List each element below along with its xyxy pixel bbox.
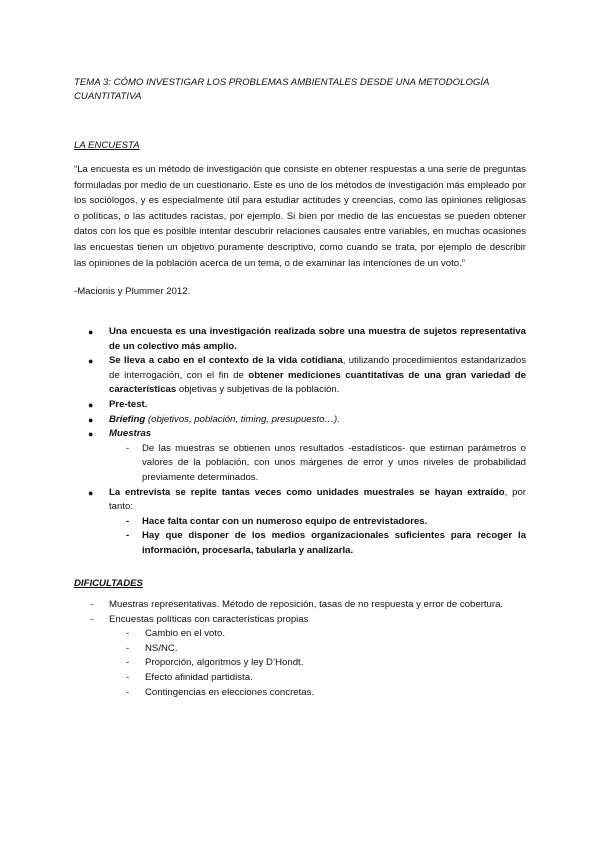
dash-sub-text: Cambio en el voto. xyxy=(145,628,225,640)
dash-sub-text: NS/NC. xyxy=(145,642,178,654)
dash-sub-item xyxy=(74,671,526,686)
dash-icon: - xyxy=(126,657,130,669)
dash-icon: - xyxy=(126,442,130,454)
dash-sub-item xyxy=(74,642,526,657)
bullet-text-bold: La entrevista se repite tantas veces como unidades muestrales se hayan extraído xyxy=(109,486,505,498)
bullet-text: , por tanto: xyxy=(109,486,527,513)
bullet-icon: ● xyxy=(88,414,94,425)
encuesta-bullet-list xyxy=(74,325,526,559)
bullet-text: Pre-test. xyxy=(109,398,148,410)
bullet-text: objetivas y subjetivas de la población. xyxy=(176,384,340,396)
quote-citation: -Macionis y Plummer 2012. xyxy=(74,286,191,297)
dash-icon: - xyxy=(126,671,130,683)
section-heading-dificultades: DIFICULTADES xyxy=(74,578,143,589)
bullet-item xyxy=(74,413,526,428)
quote-paragraph: “La encuesta es un método de investigación que consiste en obtener respuestas a una serie de preguntas formuladas por medio de un cuestionario. Este es uno de los métodos de investigación más empleado por los sociólogos, y es especialmente útil para estudiar actitudes y creencias, como las opiniones religiosas o políticas, o las actitudes racistas, por ejemplo. Si bien por medio de las encuestas se pueden obtener datos con los que es posible intentar descubrir relaciones causales entre variables, en muchas ocasiones las encuestas tienen un objetivo puramente descriptivo, como cuando se trata, por ejemplo de describir las opiniones de la población acerca de un tema, o de examinar las intenciones de un voto.” xyxy=(74,164,526,269)
bullet-icon: ● xyxy=(88,399,94,410)
dash-sub-text: Efecto afinidad partidista. xyxy=(145,671,253,683)
section-heading-encuesta: LA ENCUESTA xyxy=(74,140,140,151)
dash-icon: - xyxy=(90,599,94,610)
bullet-text-bold: Se lleva a cabo en el contexto de la vida cotidiana xyxy=(109,355,343,367)
bullet-text: Una encuesta es una investigación realizada sobre una muestra de sujetos representativa de un colectivo más amplio. xyxy=(109,326,526,352)
bullet-item xyxy=(74,325,526,354)
sub-item xyxy=(74,529,526,558)
dash-text: Encuestas políticas con características propias xyxy=(109,613,309,625)
dash-icon: - xyxy=(126,686,130,698)
bullet-item xyxy=(74,354,526,398)
dash-item xyxy=(74,598,526,613)
dificultades-list xyxy=(74,598,526,700)
dash-sub-text: Contingencias en elecciones concretas. xyxy=(145,686,315,698)
dash-sub-item xyxy=(74,627,526,642)
bullet-text: , utilizando procedimientos estandarizados de interrogación, con el fin de xyxy=(109,355,526,381)
bullet-icon: ● xyxy=(88,487,94,498)
bullet-icon: ● xyxy=(88,327,94,337)
document-title: TEMA 3: CÓMO INVESTIGAR LOS PROBLEMAS AMBIENTALES DESDE UNA METODOLOGÍA CUANTITATIVA xyxy=(74,77,490,102)
dash-sub-item xyxy=(74,686,526,701)
bullet-text-bold: obtener mediciones cuantitativas de una gran variedad de características xyxy=(109,369,526,396)
dash-item xyxy=(74,613,526,628)
dash-sub-text: Proporción, algoritmos y ley D’Hondt. xyxy=(145,657,304,669)
dash-icon: - xyxy=(90,613,94,625)
bullet-item xyxy=(74,398,526,413)
bullet-item xyxy=(74,486,526,515)
bullet-text: Muestras xyxy=(109,428,152,440)
bullet-icon: ● xyxy=(88,356,94,367)
dash-sub-item xyxy=(74,656,526,671)
bullet-icon: ● xyxy=(88,429,94,440)
sub-item xyxy=(74,442,526,486)
sub-item xyxy=(74,515,526,530)
sub-text: De las muestras se obtienen unos resultados -estadísticos- que estiman parámetros o valores de la población, con unos márgenes de error y unos niveles de probabilidad previamente determinados. xyxy=(142,442,526,483)
sub-text: Hay que disponer de los medios organizacionales suficientes para recoger la información, procesarla, tabularla y analizarla. xyxy=(142,530,526,556)
sub-text: Hace falta contar con un numeroso equipo de entrevistadores. xyxy=(142,515,428,527)
bullet-item xyxy=(74,427,526,442)
dash-icon: - xyxy=(126,530,130,542)
dash-icon: - xyxy=(126,515,130,527)
dash-text: Muestras representativas. Método de reposición, tasas de no respuesta y error de cobertura. xyxy=(109,599,504,610)
bullet-text-bold: Briefing xyxy=(109,413,146,425)
bullet-text: (objetivos, población, timing, presupuesto…). xyxy=(145,413,340,425)
dash-icon: - xyxy=(126,628,130,640)
dash-icon: - xyxy=(126,642,130,654)
